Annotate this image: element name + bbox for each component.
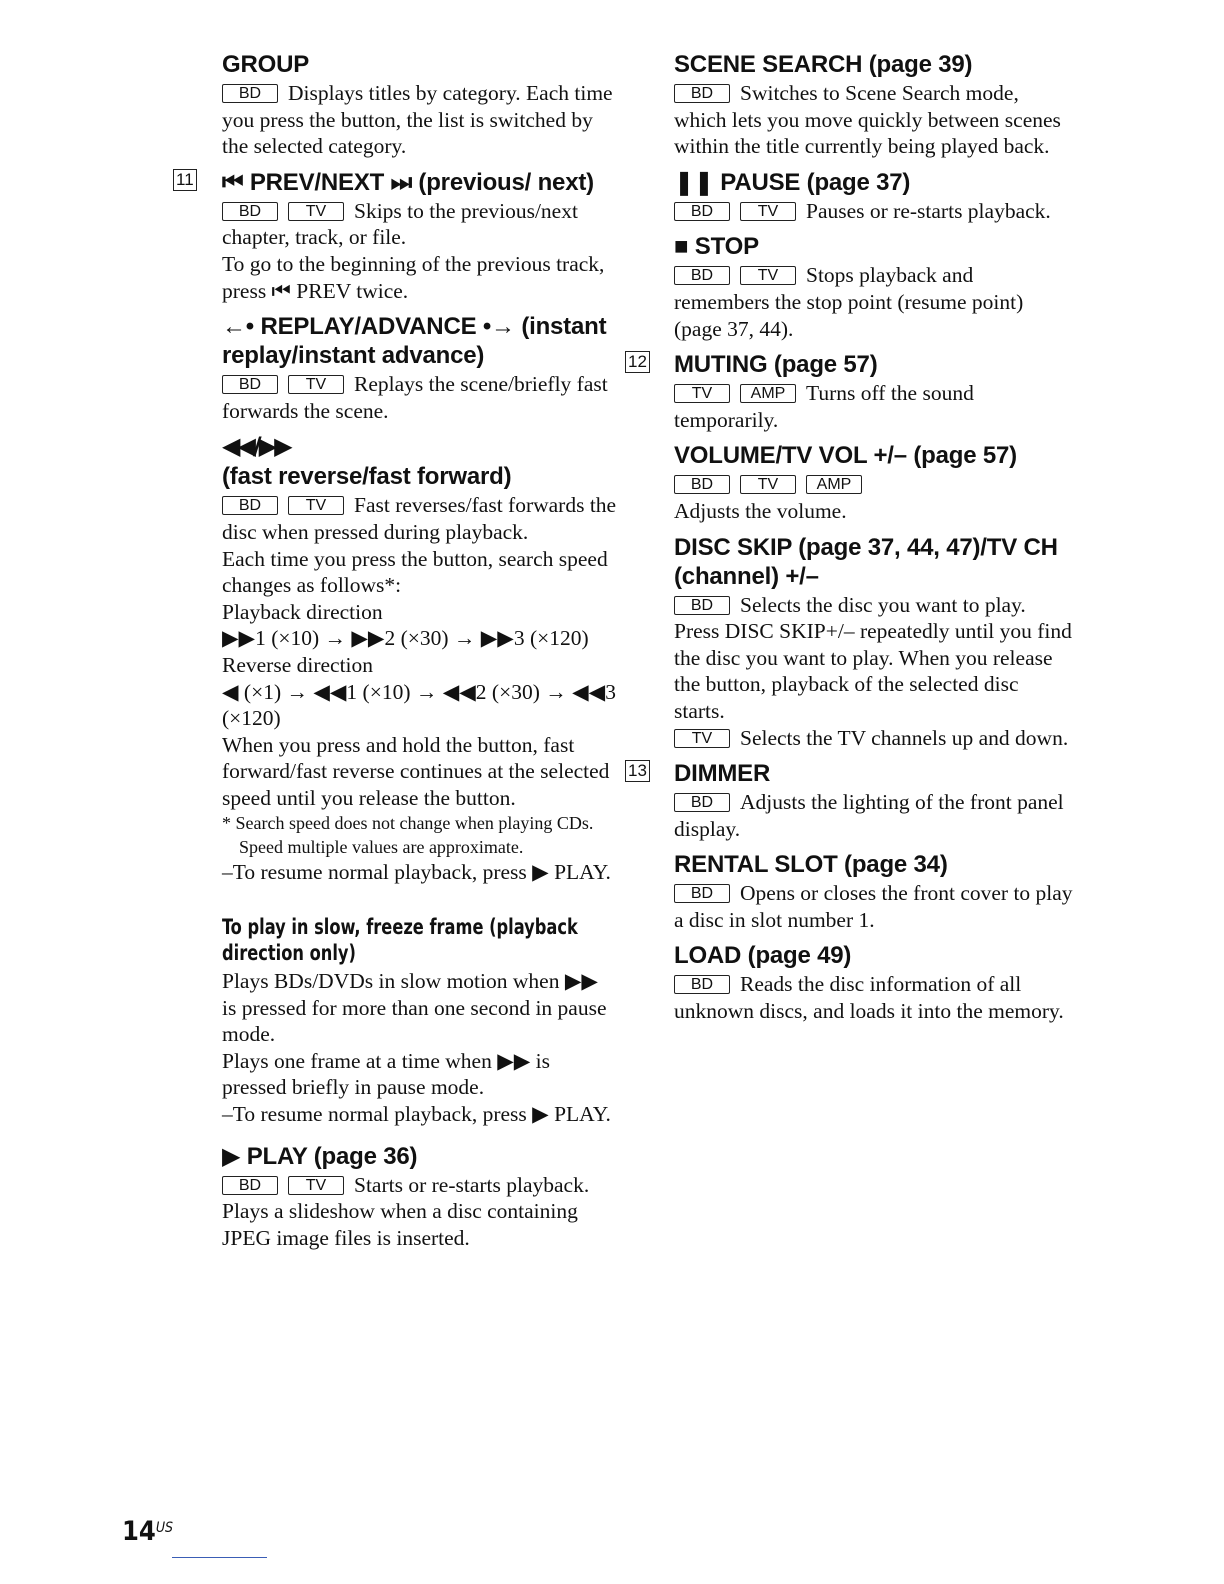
tv-badge: TV (674, 729, 730, 748)
footnote-approximate: Speed multiple values are approximate. (239, 837, 524, 858)
tv-badge: TV (740, 202, 796, 221)
disc-skip-entry (674, 533, 1074, 752)
dimmer-text: Adjusts the lighting of the front panel display. (674, 790, 1064, 841)
rental-slot-entry (674, 850, 1074, 933)
prev-next-entry (176, 168, 617, 304)
bd-badge: BD (674, 475, 730, 494)
fast-entry (222, 432, 617, 886)
group-text: Displays titles by category. Each time you press the button, the list is switched by the selected category. (222, 81, 613, 159)
load-heading: LOAD (page 49) (674, 942, 852, 970)
page-footer-rule (172, 1557, 267, 1558)
tv-badge: TV (288, 1176, 344, 1195)
scene-search-entry (674, 50, 1074, 160)
item-number-11: 11 (173, 169, 197, 191)
tv-badge: TV (288, 202, 344, 221)
page-number-value: 14 (122, 1516, 156, 1547)
play-text: Starts or re-starts playback. (354, 1172, 590, 1197)
tv-badge: TV (740, 475, 796, 494)
bd-badge: BD (674, 975, 730, 994)
stop-body (674, 262, 1074, 342)
replay-text: Replays the scene/briefly fast forwards the scene. (222, 372, 608, 423)
bd-badge: BD (674, 84, 730, 103)
replay-entry (222, 312, 617, 424)
resume-instruction: –To resume normal playback, press ▶ PLAY. (222, 860, 611, 885)
fast-text: Fast reverses/fast forwards the disc when pressed during playback. (222, 493, 617, 544)
reverse-direction-sequence: ◀ (×1) → ◀◀1 (×10) → ◀◀2 (×30) → ◀◀3 (×120) (222, 679, 616, 731)
rental-slot-body (674, 880, 1074, 933)
dimmer-body (674, 789, 1074, 842)
amp-badge: AMP (740, 384, 796, 403)
replay-body (222, 371, 617, 424)
dimmer-entry (628, 759, 1074, 842)
item-number-13: 13 (625, 760, 650, 782)
slow-heading: To play in slow, freeze frame (playback direction only) (222, 915, 578, 966)
group-heading: GROUP (222, 51, 310, 78)
rental-slot-heading: RENTAL SLOT (page 34) (674, 851, 948, 879)
slow-body-2: Plays one frame at a time when ▶▶ is pressed briefly in pause mode. (222, 1048, 551, 1100)
group-entry (222, 50, 617, 160)
scene-search-heading: SCENE SEARCH (page 39) (674, 51, 973, 78)
bd-badge: BD (674, 596, 730, 615)
muting-heading: MUTING (page 57) (674, 351, 878, 379)
footnote-search-speed: * Search speed does not change when playing CDs. (222, 813, 594, 834)
muting-entry (628, 350, 1074, 433)
tv-badge: TV (674, 384, 730, 403)
rental-slot-text: Opens or closes the front cover to play a disc in slot number 1. (674, 881, 1073, 932)
play-slideshow: Plays a slideshow when a disc containing JPEG image files is inserted. (222, 1199, 578, 1250)
pause-body (674, 198, 1074, 225)
playback-direction-label: Playback direction (222, 599, 383, 624)
muting-body (674, 380, 1074, 433)
bd-badge: BD (222, 496, 278, 515)
bd-badge: BD (674, 202, 730, 221)
page-number-suffix: US (155, 1520, 174, 1536)
prev-next-note: To go to the beginning of the previous track, press ⏮ PREV twice. (222, 251, 605, 303)
play-heading: ▶ PLAY (page 36) (222, 1142, 418, 1170)
scene-search-body (674, 80, 1074, 160)
dimmer-heading: DIMMER (674, 760, 771, 788)
bd-badge: BD (674, 884, 730, 903)
slow-entry (222, 914, 617, 1128)
stop-text: Stops playback and remembers the stop point (resume point) (page 37, 44). (674, 263, 1024, 341)
volume-badges (674, 471, 1074, 498)
prev-next-text: Skips to the previous/next chapter, track, or file. (222, 198, 578, 250)
left-column (176, 50, 617, 1259)
bd-badge: BD (222, 1176, 278, 1195)
bd-badge: BD (222, 202, 278, 221)
load-entry (674, 941, 1074, 1024)
replay-heading: ←• REPLAY/ADVANCE •→ (instant replay/instant advance) (222, 313, 607, 370)
tv-channel-text: Selects the TV channels up and down. (740, 725, 1069, 750)
reverse-direction-label: Reverse direction (222, 652, 374, 677)
disc-skip-text: Selects the disc you want to play. Press DISC SKIP+/– repeatedly until you find the disc you want to play. When you release the button, playback of the selected disc starts. (674, 592, 1072, 723)
slow-resume: –To resume normal playback, press ▶ PLAY. (222, 1102, 611, 1127)
disc-skip-heading: DISC SKIP (page 37, 44, 47)/TV CH (channel) +/– (674, 533, 1058, 590)
group-body (222, 80, 617, 160)
pause-text: Pauses or re-starts playback. (806, 198, 1051, 223)
bd-badge: BD (222, 375, 278, 394)
fast-hold-text: When you press and hold the button, fast forward/fast reverse continues at the selected speed until you release the button. (222, 732, 610, 810)
play-entry (222, 1142, 617, 1252)
right-column (628, 50, 1074, 1033)
tv-badge: TV (288, 375, 344, 394)
muting-text: Turns off the sound temporarily. (674, 381, 974, 432)
bd-badge: BD (674, 266, 730, 285)
playback-direction-sequence: ▶▶1 (×10) → ▶▶2 (×30) → ▶▶3 (×120) (222, 626, 589, 651)
fast-heading: (fast reverse/fast forward) (222, 463, 512, 491)
load-body (674, 971, 1074, 1024)
load-text: Reads the disc information of all unknown discs, and loads it into the memory. (674, 972, 1064, 1024)
page-number (122, 1516, 173, 1547)
volume-heading: VOLUME/TV VOL +/– (page 57) (674, 442, 1017, 470)
scene-search-text: Switches to Scene Search mode, which lets you move quickly between scenes within the title currently being played back. (674, 81, 1061, 159)
stop-heading: ■ STOP (674, 233, 759, 261)
pause-heading: ❚❚ PAUSE (page 37) (674, 168, 911, 196)
prev-next-body (222, 198, 617, 251)
tv-channel-body (674, 725, 1074, 752)
item-number-12: 12 (625, 351, 650, 373)
fast-speed-intro: Each time you press the button, search speed changes as follows*: (222, 546, 608, 598)
tv-badge: TV (740, 266, 796, 285)
slow-body-1: Plays BDs/DVDs in slow motion when ▶▶ is pressed for more than one second in pause mode. (222, 969, 607, 1047)
amp-badge: AMP (806, 475, 862, 494)
prev-next-heading: ⏮ PREV/NEXT ⏭ (previous/ next) (222, 168, 594, 196)
volume-entry (674, 441, 1074, 524)
disc-skip-body (674, 592, 1074, 725)
pause-entry (674, 168, 1074, 225)
bd-badge: BD (222, 84, 278, 103)
fast-heading-icons: ◀◀/▶▶ (222, 432, 290, 461)
tv-badge: TV (288, 496, 344, 515)
fast-body (222, 492, 617, 545)
bd-badge: BD (674, 793, 730, 812)
volume-body: Adjusts the volume. (674, 498, 847, 523)
play-body (222, 1172, 617, 1199)
stop-entry (674, 232, 1074, 342)
